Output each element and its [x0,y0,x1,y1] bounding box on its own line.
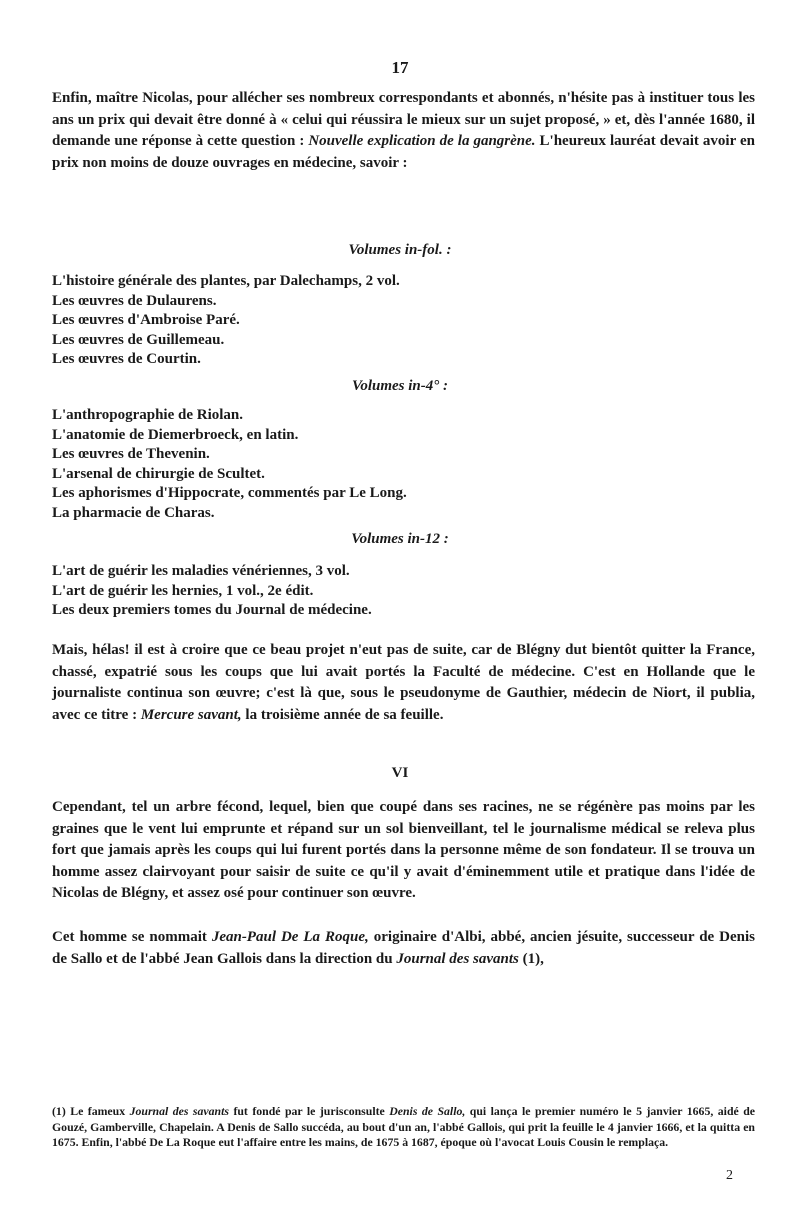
footnote-text-3: qui lança le premier numéro le 5 janvier 1665, aidé de Gouzé, Gamberville, Chapelain. A Denis de Sallo succéda, au bout d'un an, l'abbé Gallois, qui prit la feuille le 4 janvier 1666, et la quitta en 1675. Enfin, l'abbé De La Roque eut l'affaire entre les mains, de 1675 à 1687, époque où l'avocat Louis Cousin le remplaça. [52,1104,755,1149]
list-item: L'anatomie de Diemerbroeck, en latin. [52,426,299,443]
list-item: L'art de guérir les hernies, 1 vol., 2e édit. [52,582,314,599]
signature-mark: 2 [726,1168,733,1183]
para4-text-1: Cet homme se nommait [52,929,212,945]
footnote-text-2: fut fondé par le jurisconsulte [228,1104,390,1118]
footnote-journal-title: Journal des savants [129,1104,229,1118]
page-number: 17 [391,58,409,77]
list-folio [52,272,400,370]
footnote [52,1104,755,1151]
section-heading-folio: Volumes in-fol. : [348,242,452,258]
footnote-sallo-name: Denis de Sallo, [389,1104,466,1118]
journal-des-savants-title: Journal des savants [396,950,519,967]
list-quarto [52,406,407,523]
intro-paragraph [52,88,755,174]
intro-text-1: Enfin, maître Nicolas, pour allécher ses nombreux correspondants et abonnés, n'hésite pas à instituer tous les ans un prix qui devait être donné à « celui qui réussira le mieux sur un sujet proposé, » et, dès l'année 1680, il demande une réponse à cette question : [52,90,755,149]
list-item: L'arsenal de chirurgie de Scultet. [52,465,265,482]
list-item: Les œuvres de Courtin. [52,351,201,367]
list-item: Les aphorismes d'Hippocrate, commentés par Le Long. [52,485,407,501]
para2-text-1: Mais, hélas! il est à croire que ce beau projet n'eut pas de suite, car de Blégny dut bientôt quitter la France, chassé, expatrié sous les coups que lui avait portés la Faculté de médecine. C'est en Hollande que le journaliste continua son œuvre; c'est là que, sous le pseudonyme de Gauthier, médecin de Niort, il publia, avec ce titre : [52,642,755,723]
para2-text-2: la troisième année de sa feuille. [241,706,444,723]
para4-text-3: (1), [518,950,544,967]
list-item: L'histoire générale des plantes, par Dalechamps, 2 vol. [52,273,400,289]
section-heading-quarto: Volumes in-4° : [351,378,448,394]
list-item: L'anthropographie de Riolan. [52,407,244,423]
section-heading-duodecimo: Volumes in-12 : [351,531,449,547]
para4-text-2: originaire d'Albi, abbé, ancien jésuite, successeur de Denis de Sallo et de l'abbé Jean Gallois dans la direction du [52,929,756,967]
list-item: Les deux premiers tomes du Journal de médecine. [52,602,372,618]
list-item: Les œuvres d'Ambroise Paré. [52,312,240,328]
paragraph-revival: Cependant, tel un arbre fécond, lequel, bien que coupé dans ses racines, ne se régénère pas moins par les graines que le vent lui emprunte et répand sur un sol bienveillant, tel le journalisme médical se releva plus fort que jamais après les coups qui lui furent portés dans la personne même de son fondateur. Il se trouva un homme assez clairvoyant pour saisir de suite ce qu'il y avait d'éminemment utile et pratique dans l'idée de Nicolas de Blégny, et assez osé pour continuer son œuvre. [52,799,755,901]
chapter-number: VI [391,765,409,781]
de-la-roque-name: Jean-Paul De La Roque, [211,929,369,945]
footnote-text-1: (1) Le fameux [52,1104,130,1118]
paragraph-blegny-exile [52,640,755,726]
mercure-savant-title: Mercure savant, [140,706,242,723]
paragraph-de-la-roque [52,927,755,970]
list-item: La pharmacie de Charas. [52,504,215,521]
list-item: Les œuvres de Dulaurens. [52,292,217,309]
prize-question-title: Nouvelle explication de la gangrène. [308,133,536,149]
list-item: Les œuvres de Thevenin. [52,446,210,462]
list-item: Les œuvres de Guillemeau. [52,331,225,348]
list-duodecimo [52,562,372,621]
intro-text-2: L'heureux lauréat devait avoir en prix non moins de douze ouvrages en médecine, savoir : [52,133,755,171]
list-item: L'art de guérir les maladies vénériennes, 3 vol. [52,563,350,579]
